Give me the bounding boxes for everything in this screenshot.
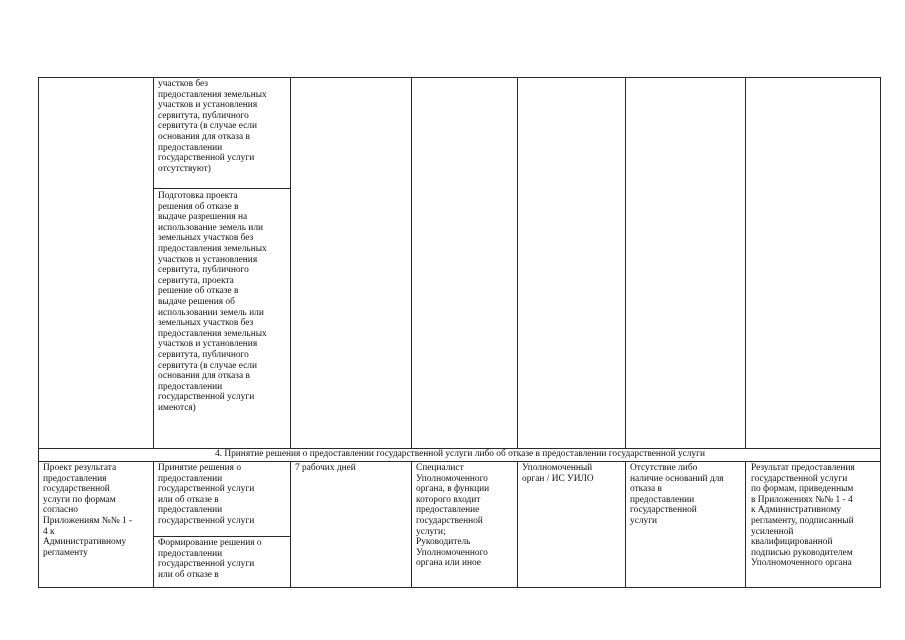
- table-top-border: [38, 77, 881, 78]
- heading-border-left: [38, 448, 39, 462]
- row-col2-a-text: Принятие решения о предоставлении государственной услуги или об отказе в предоставлении государственной услуги: [158, 463, 255, 526]
- row-col2-cell-divider: [153, 536, 290, 537]
- col-border-1: [153, 77, 154, 449]
- table-bottom-border: [38, 587, 881, 588]
- row-border-1: [153, 461, 154, 588]
- section-heading: 4. Принятие решения о предоставлении государственной услуги либо об отказе в предоставлении государственной услуги: [214, 449, 706, 459]
- section-heading-bottom-border: [38, 461, 881, 462]
- row-border-5: [625, 461, 626, 588]
- heading-border-right: [880, 448, 881, 462]
- col-border-left: [38, 77, 39, 449]
- row-col6-text: Отсутствие либо наличие оснований для отказа в предоставлении государственной услуги: [630, 463, 724, 526]
- row-col5-text: Уполномоченный орган / ИС УИЛО: [522, 463, 594, 484]
- col-border-right: [880, 77, 881, 449]
- row-col3-text: 7 рабочих дней: [295, 463, 356, 473]
- row-border-2: [290, 461, 291, 588]
- col2-cell-a-text: участков без предоставления земельных участков и установления сервитута, публичного сервитута (в случае если основания для отказа в предоставлении государственной услуги отсутствуют): [158, 79, 267, 174]
- row-col4-text: Специалист Уполномоченного органа, в функции которого входит предоставление государственной услуги; Руководитель Уполномоченного органа или иное: [416, 463, 490, 569]
- col2-cell-divider: [153, 188, 290, 189]
- row-border-3: [411, 461, 412, 588]
- row-col2-b-text: Формирование решения о предоставлении государственной услуги или об отказе в: [158, 538, 262, 580]
- row-col7-text: Результат предоставления государственной услуги по формам, приведенным в Приложениях №№ 1 - 4 к Административному регламенту, подписанный усиленной квалифицированной подписью руководителем Уполномоченного органа: [751, 463, 855, 569]
- row-border-6: [745, 461, 746, 588]
- col-border-2: [290, 77, 291, 449]
- row-border-4: [517, 461, 518, 588]
- row-border-left: [38, 461, 39, 588]
- col-border-5: [625, 77, 626, 449]
- row-border-right: [880, 461, 881, 588]
- row-col1-text: Проект результата предоставления государственной услуги по формам согласно Приложениям №№ 1 - 4 к Административному регламенту: [43, 463, 133, 558]
- col-border-4: [517, 77, 518, 449]
- col-border-6: [745, 77, 746, 449]
- col2-cell-b-text: Подготовка проекта решения об отказе в выдаче разрешения на использование земель или земельных участков без предоставления земельных участков и установления сервитута, публичного сервитута, проекта решение об отказе в выдаче решения об использовании земель или земельных участков без предоставления земельных участков и установления сервитута, публичного сервитута (в случае если основания для отказа в предоставлении государственной услуги имеются): [158, 191, 267, 413]
- col-border-3: [411, 77, 412, 449]
